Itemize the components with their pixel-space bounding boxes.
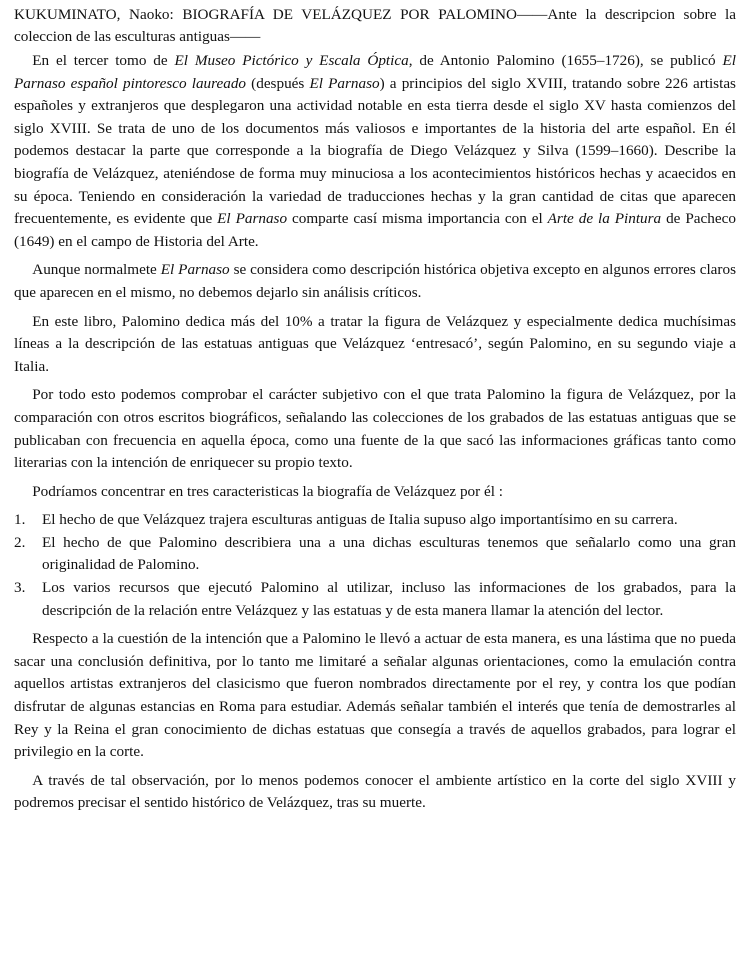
list-item — [14, 577, 736, 622]
list-text: El hecho de que Palomino describiera una a una dichas esculturas tenemos que señalarlo como una gran originalidad de Palomino. — [42, 533, 736, 574]
italic-title-text: El Parnaso español pintoresco laureado — [14, 52, 736, 92]
italic-title-text: El Parnaso — [160, 261, 230, 279]
closing-paragraphs — [14, 628, 736, 815]
list-item — [14, 532, 736, 577]
paragraph-text: se considera como descripción histórica objetiva excepto en algunos errores claros que aparecen en el mismo, no debemos dejarlo sin análisis críticos. — [14, 261, 736, 301]
paragraph-text: Aunque normalmete — [32, 261, 161, 279]
paragraph-text: , de Antonio Palomino (1655–1726), se publicó — [408, 52, 723, 69]
list-item — [14, 509, 736, 532]
paragraph-text: ) a principios del siglo XVIII, tratando sobre 226 artistas españoles y extranjeros que desplegaron una actividad notable en esta tierra desde el siglo XV hasta comienzos del siglo XVIII. Se trata de uno de los documentos más valiosos e importantes de la historia del arte español. En él podemos destacar la parte que corresponde a la biografía de Diego Velázquez y Silva (1599–1660). Describe la biografía de Velázquez, ateniéndose de forma muy minuciosa a los acontecimientos históricos hechas y acaecidos en su época. Teniendo en consideración la variedad de traducciones hechas y la gran cantidad de citas que aparecen frecuentemente, es evidente que — [14, 74, 736, 228]
list-number: 1. — [14, 511, 26, 529]
italic-title-text: El Parnaso — [217, 210, 288, 228]
list-number: 3. — [14, 579, 26, 597]
list-number: 2. — [14, 533, 26, 551]
body-paragraph — [14, 259, 736, 304]
paragraph-text: comparte casí misma importancia con el — [287, 210, 548, 228]
article-header — [14, 4, 736, 48]
paragraph-text: Podríamos concentrar en tres caracteristicas la biografía de Velázquez por él : — [32, 482, 503, 500]
intro-paragraphs — [14, 50, 736, 503]
body-paragraph — [14, 481, 736, 504]
body-paragraph — [14, 50, 736, 253]
characteristics-list — [14, 509, 736, 622]
list-text: El hecho de que Velázquez trajera esculturas antiguas de Italia supuso algo importantísimo en su carrera. — [42, 511, 678, 529]
title-separator: : — [169, 6, 183, 23]
list-text: Los varios recursos que ejecutó Palomino al utilizar, incluso las informaciones de los grabados, para la descripción de la relación entre Velázquez y las estatuas y de esta manera llamar la atención del lector. — [42, 579, 736, 619]
paragraph-text: de Pacheco (1649) en el campo de Historia del Arte. — [14, 210, 736, 250]
author-name: KUKUMINATO, Naoko — [14, 6, 170, 23]
body-paragraph: A través de tal observación, por lo menos podemos conocer el ambiente artístico en la corte del siglo XVIII y podremos precisar el sentido histórico de Velázquez, tras su muerte. — [14, 771, 736, 812]
body-paragraph — [14, 384, 736, 474]
paragraph-text: (después — [246, 74, 310, 92]
article-subtitle: ——Ante la descripcion sobre la coleccion de las esculturas antiguas—— — [14, 6, 736, 45]
article-title: BIOGRAFÍA DE VELÁZQUEZ POR PALOMINO — [182, 6, 517, 23]
paragraph-text: Por todo esto podemos comprobar el carácter subjetivo con el que trata Palomino la figura de Velázquez, por la comparación con otros escritos biográficos, señalando las colecciones de los grabados de las estatuas antiguas que se publicaban con frecuencia en aquella época, como una fuente de la que sacó las informaciones gráficas tanto como literarias con la intención de enriquecer su propio texto. — [14, 386, 736, 472]
italic-title-text: El Parnaso — [309, 74, 380, 92]
body-paragraph — [14, 311, 736, 379]
italic-title-text: El Museo Pictórico y Escala Óptica — [174, 52, 409, 69]
paragraph-text: En este libro, Palomino dedica más del 10% a tratar la figura de Velázquez y especialmente dedica muchísimas líneas a la descripción de las estatuas antiguas que Velázquez ‘entresacó’, según Palomino, en su segundo viaje a Italia. — [14, 312, 736, 375]
italic-title-text: Arte de la Pintura — [547, 210, 662, 228]
paragraph-text: En el tercer tomo de — [32, 52, 175, 69]
body-paragraph: Respecto a la cuestión de la intención que a Palomino le llevó a actuar de esta manera, es una lástima que no pueda sacar una conclusión definitiva, por lo tanto me limitaré a señalar algunas orientaciones, como la emulación contra aquellos artistas extranjeros del clasicismo que fueron nombrados directamente por el rey, y contra los que podían disfrutar de algunas estancias en Roma para estudiar. Además señalar también el interés que tenía de demostrarles al Rey y la Reina el gran conocimiento de dichas estatuas que consegía a través de aquellos grabados, para lograr el privilegio en la corte. — [14, 630, 736, 761]
